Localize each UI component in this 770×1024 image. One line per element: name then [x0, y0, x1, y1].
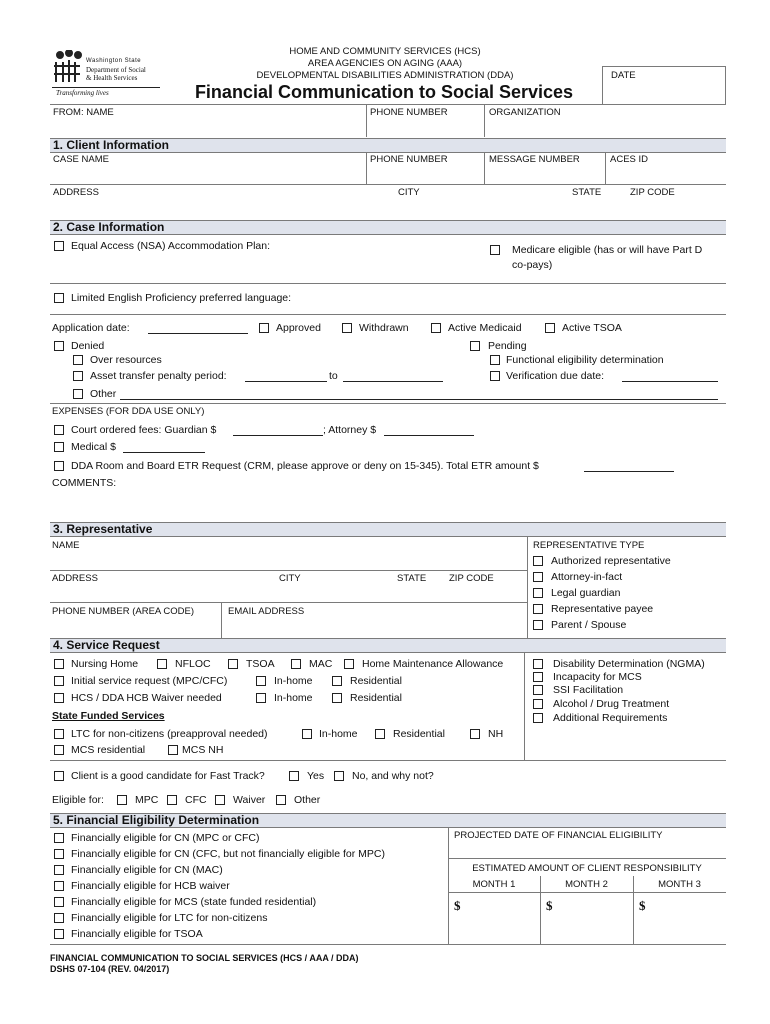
- verification-line[interactable]: [622, 381, 718, 382]
- mcs-nh-checkbox[interactable]: [168, 745, 178, 755]
- denied-checkbox[interactable]: [54, 341, 64, 351]
- other-line[interactable]: [120, 399, 718, 400]
- page-title: Financial Communication to Social Services: [194, 82, 574, 102]
- medical-label: Medical $: [71, 441, 116, 453]
- message-number-label: MESSAGE NUMBER: [489, 154, 580, 165]
- agency-line-3: DEVELOPMENTAL DISABILITIES ADMINISTRATION (DDA): [256, 70, 514, 81]
- withdrawn-checkbox[interactable]: [342, 323, 352, 333]
- initial-inhome-label: In-home: [274, 675, 313, 687]
- fast-track-no-checkbox[interactable]: [334, 771, 344, 781]
- month-1-amount[interactable]: $: [454, 898, 461, 913]
- active-tsoa-label: Active TSOA: [562, 322, 622, 334]
- home-maint-checkbox[interactable]: [344, 659, 354, 669]
- state-funded-label: State Funded Services: [52, 710, 165, 722]
- month-2-amount[interactable]: $: [546, 898, 553, 913]
- over-resources-label: Over resources: [90, 354, 162, 366]
- rep-type-checkbox-3[interactable]: [533, 588, 543, 598]
- equal-access-checkbox[interactable]: [54, 241, 64, 251]
- from-name-label: FROM: NAME: [53, 107, 114, 118]
- logo-tagline: Transforming lives: [56, 89, 109, 97]
- ltc-residential-checkbox[interactable]: [375, 729, 385, 739]
- attorney-line[interactable]: [384, 435, 474, 436]
- projected-date-label: PROJECTED DATE OF FINANCIAL ELIGIBILITY: [454, 830, 663, 841]
- fin-elig-checkbox-6[interactable]: [54, 913, 64, 923]
- guardian-line[interactable]: [233, 435, 323, 436]
- rep-type-label-2: Attorney-in-fact: [551, 571, 623, 583]
- fin-elig-label-7: Financially eligible for TSOA: [71, 928, 203, 940]
- medical-line[interactable]: [123, 452, 205, 453]
- mcs-residential-checkbox[interactable]: [54, 745, 64, 755]
- eligible-cfc-checkbox[interactable]: [167, 795, 177, 805]
- section-5-header: [50, 813, 726, 828]
- nfloc-label: NFLOC: [175, 658, 211, 670]
- asset-transfer-checkbox[interactable]: [73, 371, 83, 381]
- active-medicaid-checkbox[interactable]: [431, 323, 441, 333]
- application-date-label: Application date:: [52, 322, 130, 334]
- initial-residential-label: Residential: [350, 675, 402, 687]
- fast-track-yes-checkbox[interactable]: [289, 771, 299, 781]
- pending-label: Pending: [488, 340, 527, 352]
- fin-elig-label-4: Financially eligible for HCB waiver: [71, 880, 230, 892]
- mac-label: MAC: [309, 658, 333, 670]
- rep-type-label: REPRESENTATIVE TYPE: [533, 540, 645, 551]
- ltc-nh-checkbox[interactable]: [470, 729, 480, 739]
- fin-elig-checkbox-4[interactable]: [54, 881, 64, 891]
- tsoa-label: TSOA: [246, 658, 275, 670]
- medicare-checkbox[interactable]: [490, 245, 500, 255]
- initial-request-label: Initial service request (MPC/CFC): [71, 675, 228, 687]
- fin-elig-label-1: Financially eligible for CN (MPC or CFC): [71, 832, 260, 844]
- tsoa-checkbox[interactable]: [228, 659, 238, 669]
- eligible-other-label: Other: [294, 794, 321, 806]
- rep-email-label: EMAIL ADDRESS: [228, 606, 305, 617]
- verification-label: Verification due date:: [506, 370, 605, 382]
- section-2-title: 2. Case Information: [53, 220, 165, 234]
- ltc-inhome-checkbox[interactable]: [302, 729, 312, 739]
- fin-elig-checkbox-2[interactable]: [54, 849, 64, 859]
- eligible-cfc-label: CFC: [185, 794, 207, 806]
- court-fees-label: Court ordered fees: Guardian $: [71, 424, 217, 436]
- dda-room-label: DDA Room and Board ETR Request (CRM, please approve or deny on 15-345). Total ETR amount $: [71, 460, 539, 472]
- comments-label: COMMENTS:: [52, 477, 117, 489]
- client-address-label: ADDRESS: [53, 187, 99, 198]
- ssi-label: SSI Facilitation: [553, 684, 624, 696]
- etr-amount-line[interactable]: [584, 471, 674, 472]
- dda-room-checkbox[interactable]: [54, 461, 64, 471]
- ltc-label: LTC for non-citizens (preapproval needed): [71, 728, 268, 740]
- month-1-label: MONTH 1: [472, 879, 516, 890]
- rep-type-label-1: Authorized representative: [551, 555, 671, 567]
- active-tsoa-checkbox[interactable]: [545, 323, 555, 333]
- footer-form-number: DSHS 07-104 (REV. 04/2017): [50, 964, 170, 974]
- rep-city-label: CITY: [279, 573, 301, 584]
- mcs-nh-label: MCS NH: [182, 744, 224, 756]
- eligible-for-label: Eligible for:: [52, 794, 104, 806]
- ssi-checkbox[interactable]: [533, 685, 543, 695]
- rep-type-label-4: Representative payee: [551, 603, 654, 615]
- rep-type-checkbox-1[interactable]: [533, 556, 543, 566]
- nursing-home-checkbox[interactable]: [54, 659, 64, 669]
- approved-checkbox[interactable]: [259, 323, 269, 333]
- medicare-label-1: Medicare eligible (has or will have Part D: [512, 244, 703, 256]
- pending-checkbox[interactable]: [470, 341, 480, 351]
- lep-label: Limited English Proficiency preferred language:: [71, 292, 292, 304]
- eligible-waiver-checkbox[interactable]: [215, 795, 225, 805]
- fast-track-label: Client is a good candidate for Fast Track?: [71, 770, 265, 782]
- application-date-line[interactable]: [148, 333, 248, 334]
- asset-to-line[interactable]: [343, 381, 443, 382]
- date-field[interactable]: [602, 66, 726, 105]
- month-3-amount[interactable]: $: [639, 898, 646, 913]
- client-phone-label: PHONE NUMBER: [370, 154, 448, 165]
- client-state-label: STATE: [572, 187, 602, 198]
- rep-state-label: STATE: [397, 573, 427, 584]
- court-fees-checkbox[interactable]: [54, 425, 64, 435]
- hcs-dda-label: HCS / DDA HCB Waiver needed: [71, 692, 222, 704]
- incapacity-checkbox[interactable]: [533, 672, 543, 682]
- rep-address-label: ADDRESS: [52, 573, 98, 584]
- estimated-amount-label: ESTIMATED AMOUNT OF CLIENT RESPONSIBILITY: [472, 863, 702, 874]
- ltc-inhome-label: In-home: [319, 728, 358, 740]
- asset-transfer-label: Asset transfer penalty period:: [90, 370, 227, 382]
- case-name-label: CASE NAME: [53, 154, 109, 165]
- section-1-header: [50, 138, 726, 153]
- fin-elig-checkbox-3[interactable]: [54, 865, 64, 875]
- mcs-residential-label: MCS residential: [71, 744, 146, 756]
- month-3-label: MONTH 3: [658, 879, 701, 890]
- client-zip-label: ZIP CODE: [630, 187, 675, 198]
- hcs-dda-checkbox[interactable]: [54, 693, 64, 703]
- eligible-mpc-label: MPC: [135, 794, 159, 806]
- eligible-waiver-label: Waiver: [233, 794, 266, 806]
- over-resources-checkbox[interactable]: [73, 355, 83, 365]
- dshs-logo-icon: [52, 50, 82, 84]
- functional-label: Functional eligibility determination: [506, 354, 664, 366]
- eligible-mpc-checkbox[interactable]: [117, 795, 127, 805]
- hcs-inhome-checkbox[interactable]: [256, 693, 266, 703]
- fin-elig-checkbox-5[interactable]: [54, 897, 64, 907]
- rep-type-label-3: Legal guardian: [551, 587, 621, 599]
- initial-request-checkbox[interactable]: [54, 676, 64, 686]
- fast-track-checkbox[interactable]: [54, 771, 64, 781]
- hcs-inhome-label: In-home: [274, 692, 313, 704]
- section-4-header: [50, 638, 726, 653]
- fast-track-yes-label: Yes: [307, 770, 325, 782]
- section-3-header: [50, 522, 726, 537]
- asset-from-line[interactable]: [245, 381, 327, 382]
- equal-access-label: Equal Access (NSA) Accommodation Plan:: [71, 240, 271, 252]
- section-1-title: 1. Client Information: [53, 138, 170, 152]
- rep-name-label: NAME: [52, 540, 80, 551]
- fin-elig-label-3: Financially eligible for CN (MAC): [71, 864, 223, 876]
- medicare-label-2: co-pays): [512, 259, 553, 271]
- disability-label: Disability Determination (NGMA): [553, 658, 705, 670]
- rep-phone-label: PHONE NUMBER (AREA CODE): [52, 606, 194, 617]
- rep-type-checkbox-2[interactable]: [533, 572, 543, 582]
- hcs-residential-checkbox[interactable]: [332, 693, 342, 703]
- logo-text-2: Department of Social: [86, 66, 146, 74]
- ltc-checkbox[interactable]: [54, 729, 64, 739]
- initial-residential-checkbox[interactable]: [332, 676, 342, 686]
- rep-type-label-5: Parent / Spouse: [551, 619, 627, 631]
- section-3-title: 3. Representative: [53, 522, 153, 536]
- aces-id-label: ACES ID: [610, 154, 649, 165]
- month-2-label: MONTH 2: [565, 879, 608, 890]
- verification-checkbox[interactable]: [490, 371, 500, 381]
- section-2-header: [50, 220, 726, 235]
- rep-zip-label: ZIP CODE: [449, 573, 494, 584]
- agency-line-1: HOME AND COMMUNITY SERVICES (HCS): [289, 46, 481, 57]
- attorney-label: ; Attorney $: [323, 424, 377, 436]
- initial-inhome-checkbox[interactable]: [256, 676, 266, 686]
- other-label: Other: [90, 388, 117, 400]
- hcs-residential-label: Residential: [350, 692, 402, 704]
- section-5-title: 5. Financial Eligibility Determination: [53, 813, 260, 827]
- rep-type-checkbox-4[interactable]: [533, 604, 543, 614]
- disability-checkbox[interactable]: [533, 659, 543, 669]
- expenses-label: EXPENSES (FOR DDA USE ONLY): [52, 406, 205, 417]
- alcohol-label: Alcohol / Drug Treatment: [553, 698, 670, 710]
- rep-type-checkbox-5[interactable]: [533, 620, 543, 630]
- from-phone-label: PHONE NUMBER: [370, 107, 448, 118]
- functional-checkbox[interactable]: [490, 355, 500, 365]
- mac-checkbox[interactable]: [291, 659, 301, 669]
- organization-label: ORGANIZATION: [489, 107, 561, 118]
- eligible-other-checkbox[interactable]: [276, 795, 286, 805]
- ltc-nh-label: NH: [488, 728, 504, 740]
- withdrawn-label: Withdrawn: [359, 322, 409, 334]
- ltc-residential-label: Residential: [393, 728, 445, 740]
- lep-checkbox[interactable]: [54, 293, 64, 303]
- fin-elig-label-6: Financially eligible for LTC for non-citizens: [71, 912, 268, 924]
- dshs-logo: [52, 48, 162, 98]
- asset-to-label: to: [329, 370, 338, 382]
- nursing-home-label: Nursing Home: [71, 658, 139, 670]
- denied-label: Denied: [71, 340, 105, 352]
- additional-req-checkbox[interactable]: [533, 713, 543, 723]
- home-maint-label: Home Maintenance Allowance: [362, 658, 504, 670]
- logo-text-1: Washington State: [86, 58, 142, 64]
- section-4-title: 4. Service Request: [53, 638, 160, 652]
- fin-elig-checkbox-7[interactable]: [54, 929, 64, 939]
- approved-label: Approved: [276, 322, 321, 334]
- nfloc-checkbox[interactable]: [157, 659, 167, 669]
- logo-text-3: & Health Services: [86, 74, 138, 82]
- medical-checkbox[interactable]: [54, 442, 64, 452]
- other-checkbox[interactable]: [73, 389, 83, 399]
- alcohol-checkbox[interactable]: [533, 699, 543, 709]
- fin-elig-checkbox-1[interactable]: [54, 833, 64, 843]
- client-city-label: CITY: [398, 187, 420, 198]
- agency-line-2: AREA AGENCIES ON AGING (AAA): [307, 58, 463, 69]
- incapacity-label: Incapacity for MCS: [553, 671, 642, 683]
- date-label: DATE: [611, 70, 636, 81]
- fast-track-no-label: No, and why not?: [352, 770, 434, 782]
- additional-req-label: Additional Requirements: [553, 712, 668, 724]
- fin-elig-label-5: Financially eligible for MCS (state funded residential): [71, 896, 317, 908]
- fin-elig-label-2: Financially eligible for CN (CFC, but not financially eligible for MPC): [71, 848, 385, 860]
- footer-form-title: FINANCIAL COMMUNICATION TO SOCIAL SERVICES (HCS / AAA / DDA): [50, 953, 359, 963]
- active-medicaid-label: Active Medicaid: [448, 322, 522, 334]
